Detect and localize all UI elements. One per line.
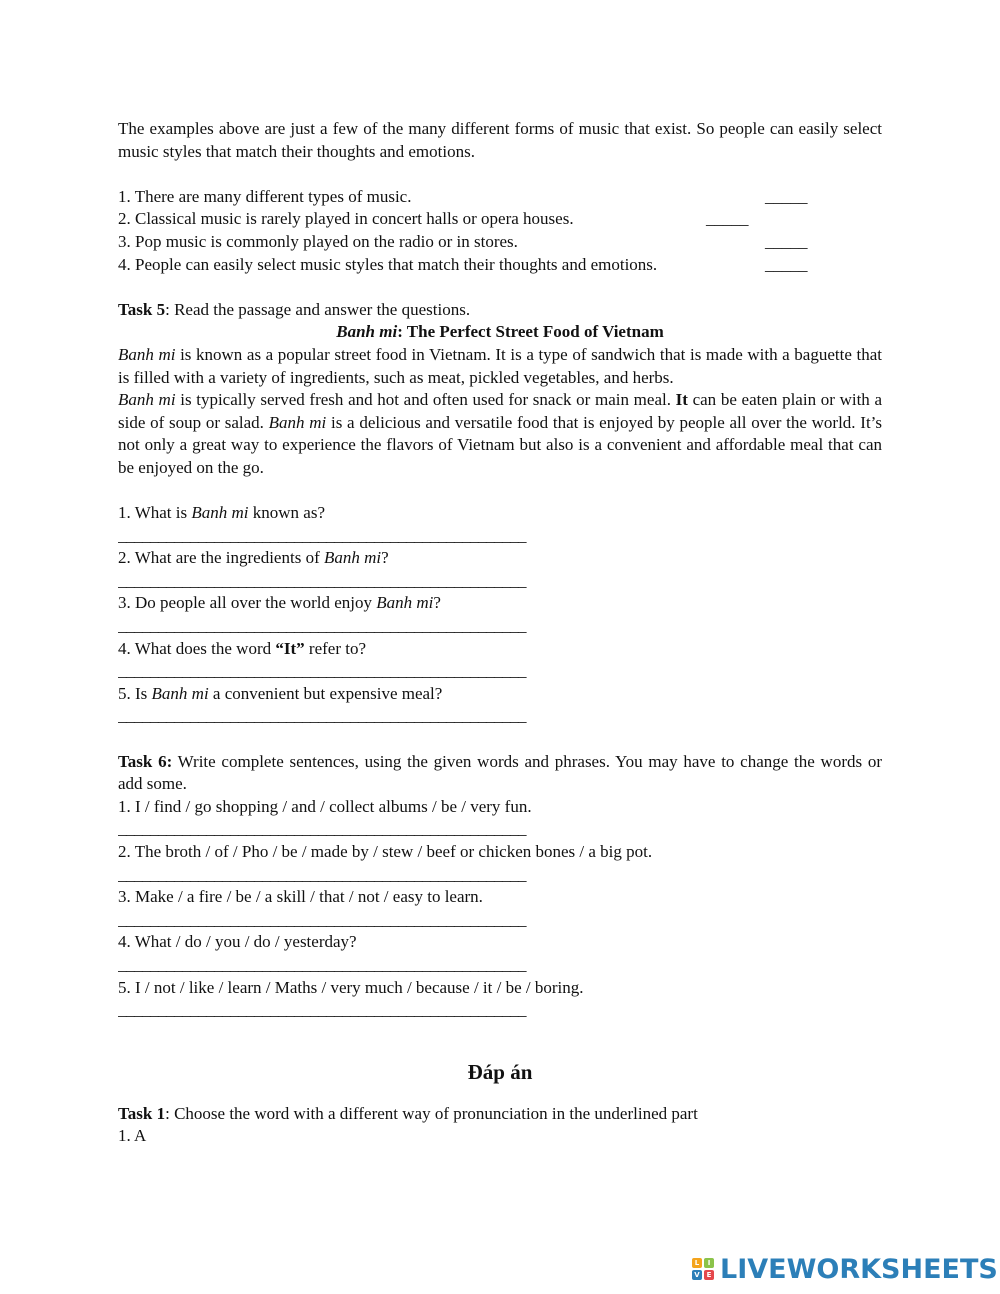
- tf-item: [118, 186, 882, 209]
- passage-title: Banh mi: The Perfect Street Food of Vietnam: [336, 322, 664, 342]
- true-false-list: [118, 186, 882, 276]
- answers-task1-heading: Task 1: Choose the word with a different way of pronunciation in the underlined part: [118, 1103, 698, 1123]
- tf-statement: 4. People can easily select music styles that match their thoughts and emotions.: [118, 254, 658, 274]
- worksheet-page: [118, 118, 882, 1148]
- task6-heading: Task 6: Write complete sentences, using the given words and phrases. You may have to change the words or add some.: [118, 751, 882, 794]
- tf-item: [118, 254, 882, 277]
- task5-label: Task 5: [118, 299, 166, 319]
- answer-line[interactable]: ___________________________________________________: [118, 1000, 526, 1020]
- tf-answer-blank[interactable]: _____: [765, 231, 808, 251]
- answer-line[interactable]: ___________________________________________________: [118, 661, 526, 681]
- answer-line[interactable]: ___________________________________________________: [118, 525, 526, 545]
- logo-tile: L: [692, 1258, 702, 1268]
- answer-line[interactable]: ___________________________________________________: [118, 819, 526, 839]
- tf-answer-blank[interactable]: _____: [706, 209, 749, 229]
- liveworksheets-logo-text: LIVEWORKSHEETS: [720, 1253, 998, 1285]
- tf-item: [118, 208, 882, 231]
- logo-tile: E: [704, 1270, 714, 1280]
- question-3: 3. Do people all over the world enjoy Banh mi?: [118, 593, 441, 613]
- logo-tile: V: [692, 1270, 702, 1280]
- tf-answer-blank[interactable]: _____: [765, 254, 808, 274]
- liveworksheets-logo-icon: [692, 1258, 714, 1280]
- answer-line[interactable]: ___________________________________________________: [118, 616, 526, 636]
- intro-paragraph: The examples above are just a few of the many different forms of music that exist. So people can easily select music styles that match their thoughts and emotions.: [118, 119, 882, 161]
- answer-line[interactable]: ___________________________________________________: [118, 954, 526, 974]
- answer-line[interactable]: ___________________________________________________: [118, 706, 526, 726]
- logo-tile: I: [704, 1258, 714, 1268]
- task6-label: Task 6:: [118, 751, 173, 771]
- answers-item-1: 1. A: [118, 1126, 147, 1146]
- tf-item: [118, 231, 882, 254]
- answer-line[interactable]: ___________________________________________________: [118, 864, 526, 884]
- tf-statement: 3. Pop music is commonly played on the radio or in stores.: [118, 231, 518, 251]
- question-2: 2. What are the ingredients of Banh mi?: [118, 548, 389, 568]
- task6-item-3: 3. Make / a fire / be / a skill / that / not / easy to learn.: [118, 887, 483, 907]
- tf-statement: 1. There are many different types of music.: [118, 186, 412, 206]
- task6-item-4: 4. What / do / you / do / yesterday?: [118, 932, 357, 952]
- task6-item-2: 2. The broth / of / Pho / be / made by / stew / beef or chicken bones / a big pot.: [118, 842, 653, 861]
- answer-line[interactable]: ___________________________________________________: [118, 909, 526, 929]
- passage-paragraph-2: Banh mi is typically served fresh and hot and often used for snack or main meal. It can be eaten plain or with a side of soup or salad. Banh mi is a delicious and versatile food that is enjoyed by people all over the world. It’s not only a great way to experience the flavors of Vietnam but also is a convenient and affordable meal that can be enjoyed on the go.: [118, 390, 883, 477]
- question-5: 5. Is Banh mi a convenient but expensive meal?: [118, 683, 443, 703]
- liveworksheets-logo[interactable]: [692, 1252, 998, 1286]
- answers-heading: Đáp án: [467, 1059, 533, 1084]
- passage-paragraph-1: Banh mi is known as a popular street food in Vietnam. It is a type of sandwich that is made with a baguette that is filled with a variety of ingredients, such as meat, pickled vegetables, and herbs.: [118, 344, 882, 387]
- question-1: 1. What is Banh mi known as?: [118, 503, 325, 523]
- task6-item-5: 5. I / not / like / learn / Maths / very much / because / it / be / boring.: [118, 977, 584, 997]
- task6-item-1: 1. I / find / go shopping / and / collect albums / be / very fun.: [118, 796, 532, 816]
- tf-answer-blank[interactable]: _____: [765, 186, 808, 206]
- question-4: 4. What does the word “It” refer to?: [118, 638, 366, 658]
- task5-heading: Task 5: Read the passage and answer the questions.: [118, 299, 471, 319]
- answer-line[interactable]: ___________________________________________________: [118, 570, 526, 590]
- tf-statement: 2. Classical music is rarely played in concert halls or opera houses.: [118, 209, 574, 229]
